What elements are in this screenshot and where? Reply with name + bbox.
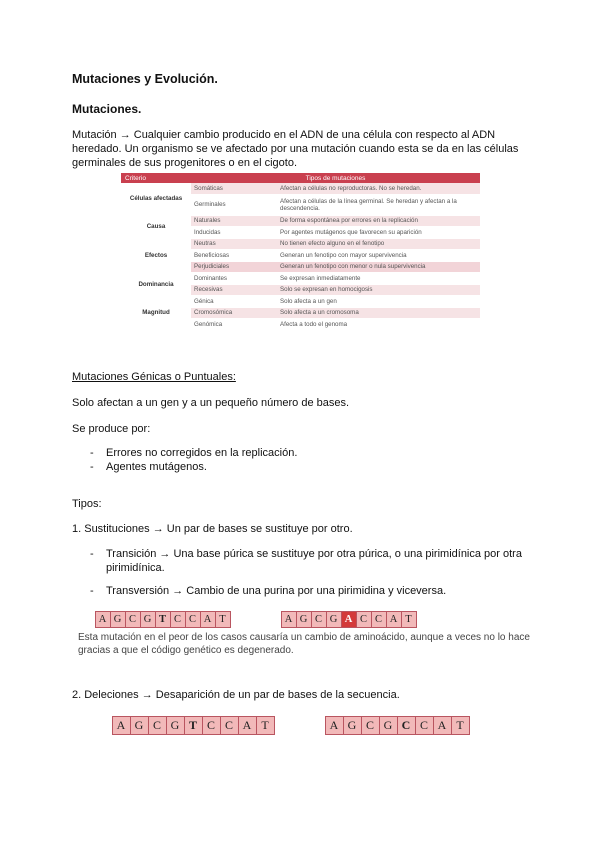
- base: C: [361, 716, 380, 735]
- base: G: [343, 716, 362, 735]
- page-title: Mutaciones y Evolución.: [72, 72, 218, 86]
- dna-sequence-after-deletion: [326, 716, 470, 735]
- base: G: [296, 611, 312, 628]
- section-heading-genicas: Mutaciones Génicas o Puntuales:: [72, 371, 236, 383]
- causes-list: [72, 447, 532, 474]
- deletion-item: 2. Deleciones → Desaparición de un par de bases de la secuencia.: [72, 689, 400, 701]
- type-cell: Beneficiosas: [191, 250, 277, 262]
- criterion-cell: Dominancia: [121, 273, 191, 296]
- base: T: [215, 611, 231, 628]
- type-cell: Naturales: [191, 215, 277, 227]
- desc-cell: Generan un fenotipo con mayor supervivencia: [277, 250, 480, 262]
- caused-by-label: Se produce por:: [72, 423, 151, 435]
- desc-cell: Se expresan inmediatamente: [277, 273, 480, 285]
- base: G: [166, 716, 185, 735]
- base: T: [401, 611, 417, 628]
- dna-sequence-original: [96, 611, 231, 628]
- base: A: [112, 716, 131, 735]
- intro-paragraph: Mutación → Cualquier cambio producido en el ADN de una célula con respecto al ADN heredado. Un organismo se ve afectado por una mutación cuando esta se da en las células germinales de sus progenitores o en el cigoto.: [72, 129, 519, 169]
- base: C: [170, 611, 186, 628]
- base: T: [256, 716, 275, 735]
- desc-cell: Afectan a células de la línea germinal. Se heredan y afectan a la descendencia.: [277, 194, 480, 215]
- base: C: [356, 611, 372, 628]
- base: C: [371, 611, 387, 628]
- base: G: [326, 611, 342, 628]
- base: C: [220, 716, 239, 735]
- base: T: [184, 716, 203, 735]
- type-cell: Dominantes: [191, 273, 277, 285]
- base: G: [379, 716, 398, 735]
- substitution-item: 1. Sustituciones → Un par de bases se sustituye por otro.: [72, 523, 353, 535]
- base: T: [451, 716, 470, 735]
- table-header-row: [121, 173, 480, 183]
- base: A: [238, 716, 257, 735]
- list-item: - Transversión → Cambio de una purina por una pirimidina y viceversa.: [72, 585, 522, 599]
- base: G: [140, 611, 156, 628]
- type-cell: Cromosómica: [191, 307, 277, 319]
- header-tipos: Tipos de mutaciones: [191, 173, 480, 183]
- desc-cell: Generan un fenotipo con menor o nula supervivencia: [277, 261, 480, 273]
- type-cell: Perjudiciales: [191, 261, 277, 273]
- dna-sequence-mutated: [282, 611, 417, 628]
- desc-cell: Solo se expresan en homocigosis: [277, 284, 480, 296]
- table-row: [121, 296, 480, 308]
- criterion-cell: Células afectadas: [121, 183, 191, 215]
- base: C: [311, 611, 327, 628]
- desc-cell: Solo afecta a un cromosoma: [277, 307, 480, 319]
- table-row: [121, 215, 480, 227]
- table-row: [121, 273, 480, 285]
- criterion-cell: Magnitud: [121, 296, 191, 331]
- table-row: [121, 183, 480, 194]
- substitution-subtypes: [72, 548, 522, 599]
- base: C: [125, 611, 141, 628]
- base: T: [155, 611, 171, 628]
- base: A: [95, 611, 111, 628]
- mutation-types-table: [121, 173, 480, 331]
- base: G: [110, 611, 126, 628]
- type-cell: Germinales: [191, 194, 277, 215]
- base: C: [202, 716, 221, 735]
- type-cell: Génica: [191, 296, 277, 308]
- base: C: [397, 716, 416, 735]
- type-cell: Somáticas: [191, 183, 277, 194]
- criterion-cell: Efectos: [121, 238, 191, 273]
- criterion-cell: Causa: [121, 215, 191, 238]
- desc-cell: Afectan a células no reproductoras. No se heredan.: [277, 183, 480, 194]
- affect-paragraph: Solo afectan a un gen y a un pequeño número de bases.: [72, 397, 350, 409]
- substitution-note: Esta mutación en el peor de los casos causaría un cambio de aminoácido, aunque a veces no lo hace gracias a que el código genético es degenerado.: [78, 632, 530, 656]
- list-item: - Agentes mutágenos.: [72, 461, 532, 475]
- types-label: Tipos:: [72, 498, 102, 510]
- base: G: [130, 716, 149, 735]
- list-item: - Transición → Una base púrica se sustituye por otra púrica, o una pirimidínica por otra pirimidínica.: [72, 548, 522, 575]
- table-row: [121, 238, 480, 250]
- type-cell: Inducidas: [191, 227, 277, 239]
- base: C: [185, 611, 201, 628]
- type-cell: Recesivas: [191, 284, 277, 296]
- type-cell: Genómica: [191, 319, 277, 331]
- base: A: [200, 611, 216, 628]
- base: A: [386, 611, 402, 628]
- header-criterio: Criterio: [121, 173, 191, 183]
- type-cell: Neutras: [191, 238, 277, 250]
- base: A: [281, 611, 297, 628]
- base: C: [148, 716, 167, 735]
- base: A: [325, 716, 344, 735]
- base-highlighted: A: [341, 611, 357, 628]
- dna-sequence-before-deletion: [113, 716, 275, 735]
- list-item: - Errores no corregidos en la replicación.: [72, 447, 532, 461]
- desc-cell: Por agentes mutágenos que favorecen su aparición: [277, 227, 480, 239]
- desc-cell: Afecta a todo el genoma: [277, 319, 480, 331]
- base: A: [433, 716, 452, 735]
- desc-cell: De forma espontánea por errores en la replicación: [277, 215, 480, 227]
- desc-cell: Solo afecta a un gen: [277, 296, 480, 308]
- desc-cell: No tienen efecto alguno en el fenotipo: [277, 238, 480, 250]
- section-heading-mutaciones: Mutaciones.: [72, 102, 142, 116]
- base: C: [415, 716, 434, 735]
